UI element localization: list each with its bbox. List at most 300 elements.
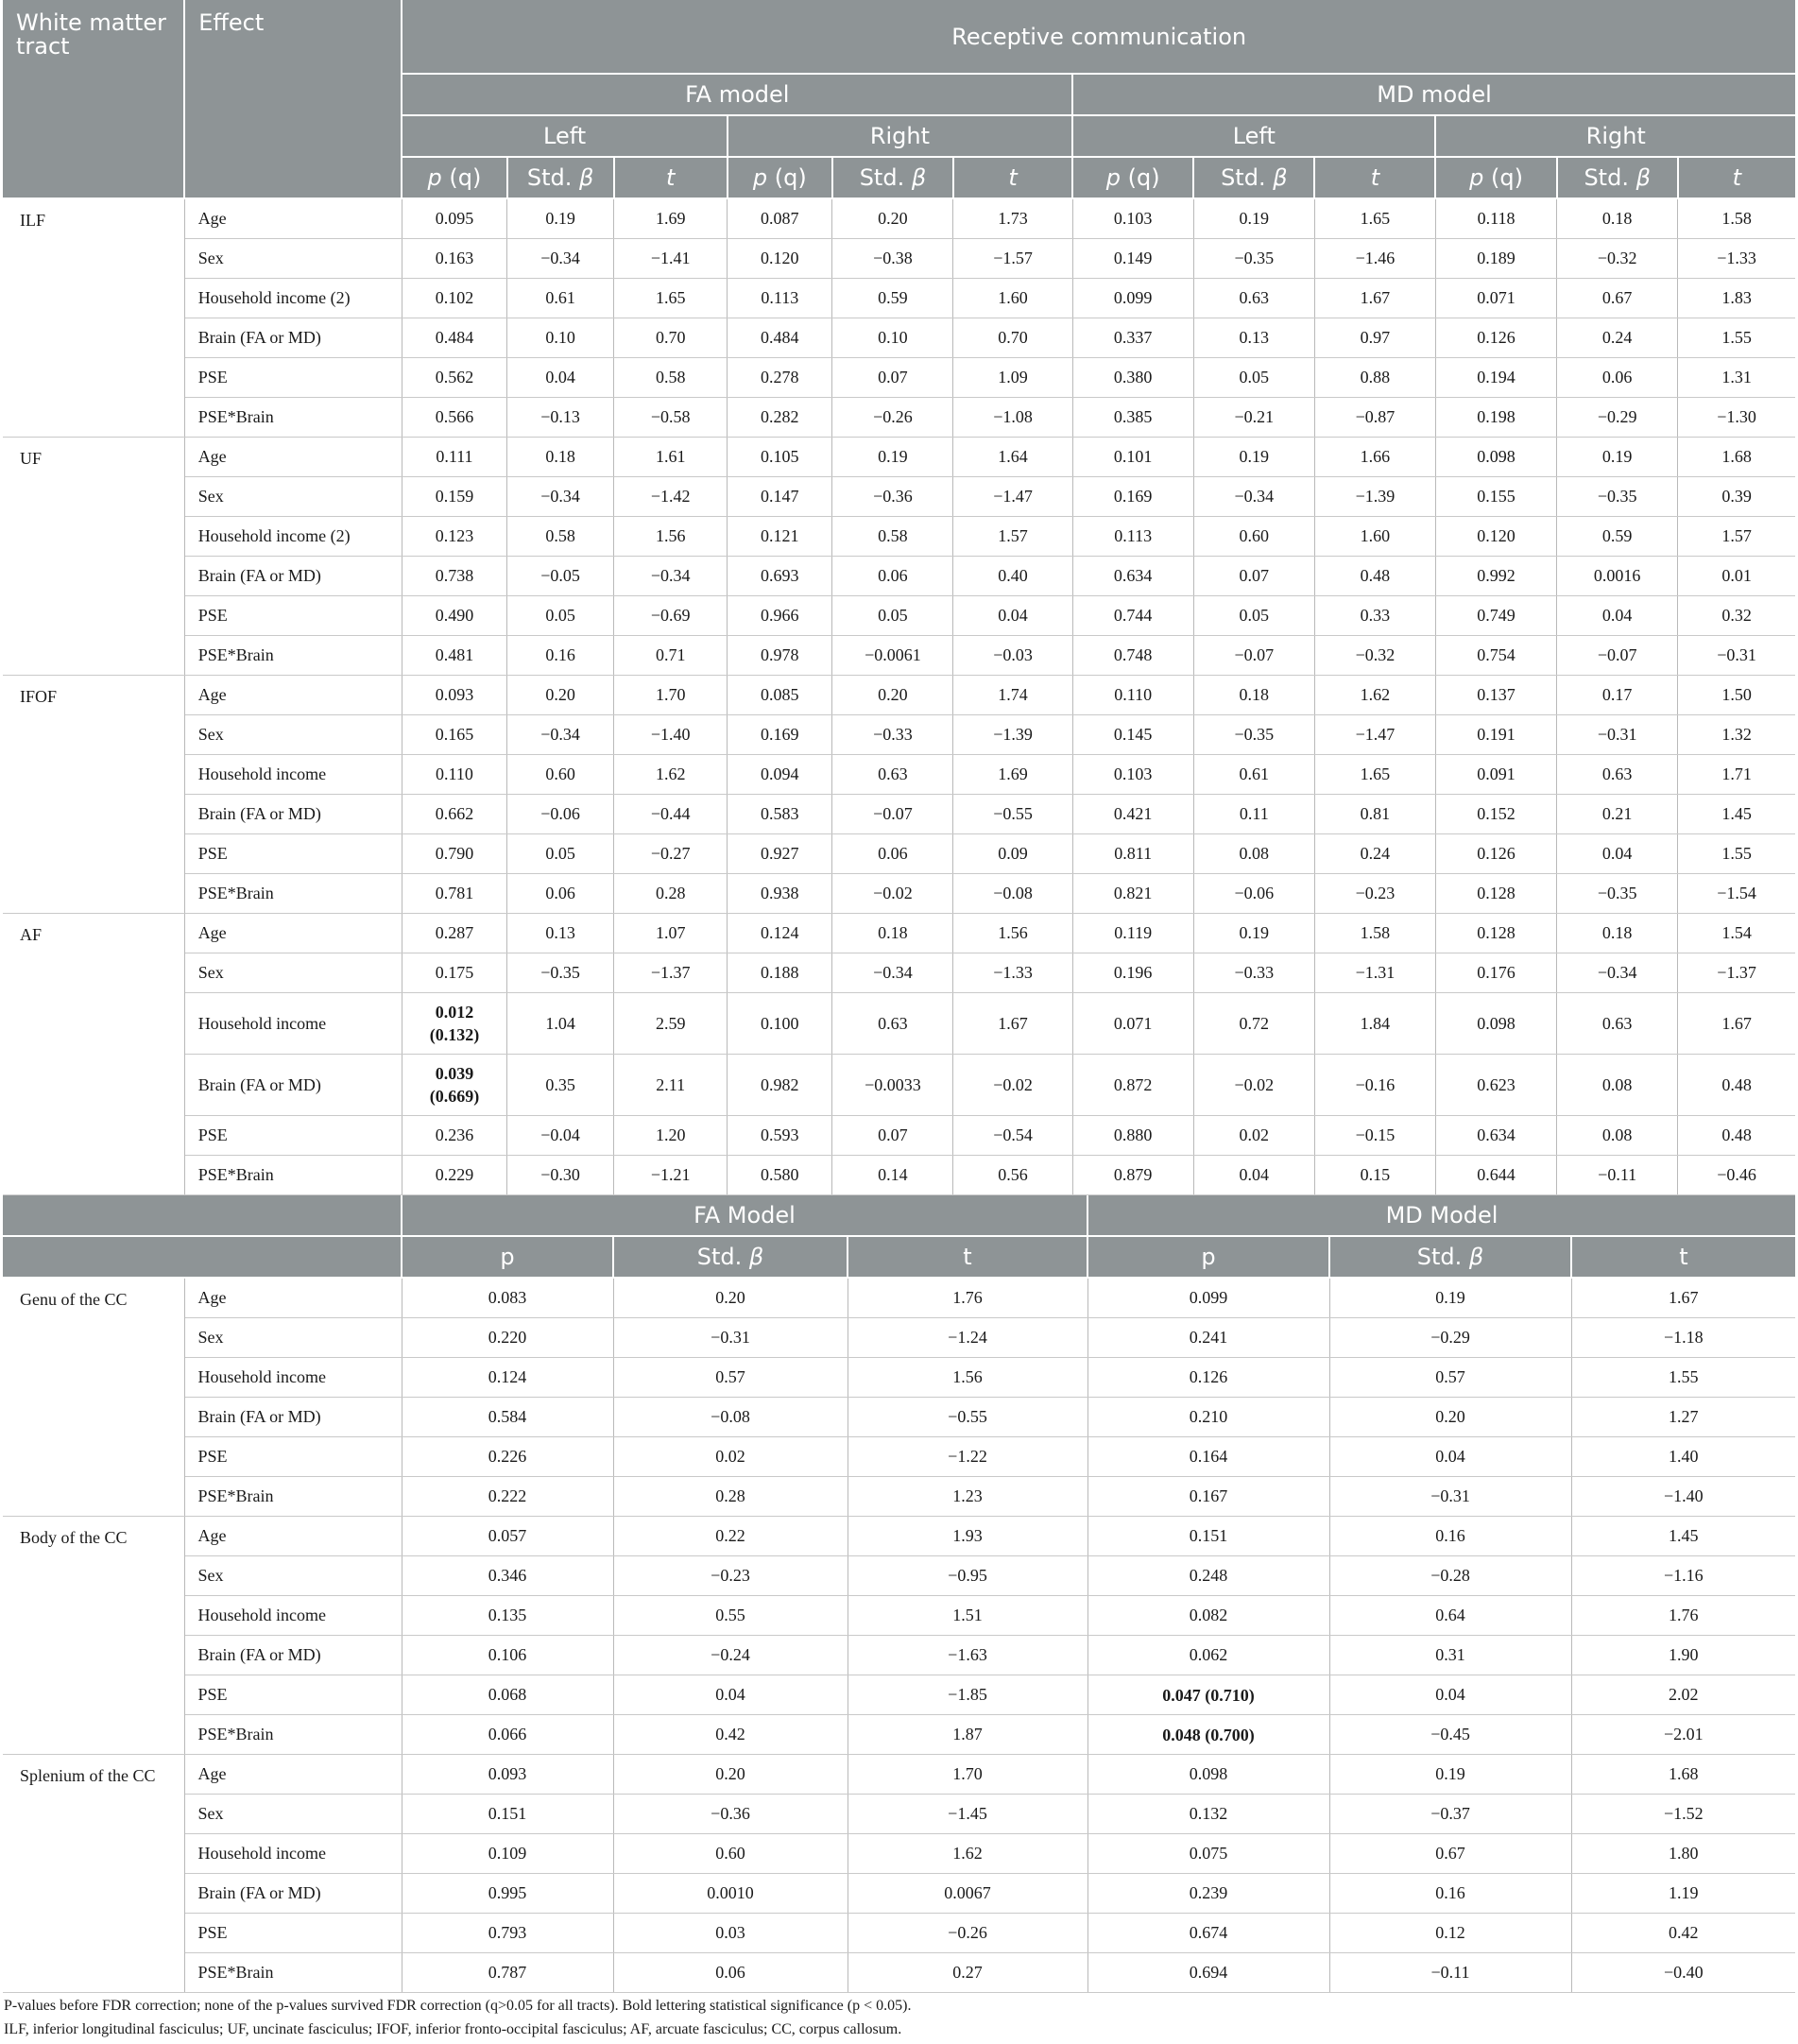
value-cell: 0.31 xyxy=(1329,1636,1571,1675)
table-row xyxy=(3,636,1795,676)
value-cell: 1.76 xyxy=(1571,1596,1795,1636)
table-row xyxy=(3,1953,1795,1993)
value-cell: 1.66 xyxy=(1314,438,1435,477)
value-cell: 0.194 xyxy=(1435,358,1556,398)
header-std-beta xyxy=(1193,157,1314,198)
value-cell: 0.091 xyxy=(1435,755,1556,795)
header-p: p xyxy=(1087,1236,1329,1278)
value-cell: 1.60 xyxy=(953,279,1072,318)
table-row xyxy=(3,1517,1795,1556)
header-t: t xyxy=(1571,1236,1795,1278)
table-row xyxy=(3,834,1795,874)
value-cell: −0.34 xyxy=(614,557,728,596)
value-cell: 0.18 xyxy=(1193,676,1314,715)
value-cell: 1.74 xyxy=(953,676,1072,715)
value-cell: 0.068 xyxy=(402,1675,613,1715)
effect-name: PSE xyxy=(184,1914,402,1953)
value-cell: −1.33 xyxy=(953,953,1072,993)
value-cell: 0.121 xyxy=(728,517,832,557)
value-cell: −1.57 xyxy=(953,239,1072,279)
value-cell: −1.63 xyxy=(848,1636,1087,1675)
value-cell: 1.69 xyxy=(614,198,728,239)
value-cell: −0.55 xyxy=(953,795,1072,834)
value-cell: 0.60 xyxy=(1193,517,1314,557)
value-cell: 0.169 xyxy=(1072,477,1193,517)
value-cell: 1.55 xyxy=(1678,318,1795,358)
tract-name: ILF xyxy=(3,198,184,438)
value-cell: −0.0061 xyxy=(832,636,953,676)
header-std-label: Std. xyxy=(526,164,579,191)
table-row xyxy=(3,993,1795,1055)
header-q-label: (q) xyxy=(1127,164,1160,191)
value-cell: 1.50 xyxy=(1678,676,1795,715)
value-cell: −0.38 xyxy=(832,239,953,279)
value-cell: −0.45 xyxy=(1329,1715,1571,1755)
value-cell: 0.13 xyxy=(1193,318,1314,358)
value-cell: 0.59 xyxy=(1557,517,1678,557)
value-cell: 0.60 xyxy=(507,755,614,795)
value-cell: 0.04 xyxy=(1557,596,1678,636)
value-cell: −0.32 xyxy=(1557,239,1678,279)
value-cell: −0.31 xyxy=(1678,636,1795,676)
value-cell: 0.39 xyxy=(1678,477,1795,517)
table-row xyxy=(3,557,1795,596)
value-cell: 0.09 xyxy=(953,834,1072,874)
header-t-label: t xyxy=(1008,164,1018,191)
value-cell: 0.63 xyxy=(1557,755,1678,795)
header-md-left: Left xyxy=(1072,115,1435,157)
value-cell: 0.754 xyxy=(1435,636,1556,676)
value-cell: 1.73 xyxy=(953,198,1072,239)
value-cell: 0.484 xyxy=(402,318,506,358)
value-cell: 0.05 xyxy=(1193,596,1314,636)
value-cell: 0.07 xyxy=(832,1116,953,1156)
table-row xyxy=(3,874,1795,914)
tract-name: Body of the CC xyxy=(3,1517,184,1755)
value-cell: −2.01 xyxy=(1571,1715,1795,1755)
value-cell: −0.95 xyxy=(848,1556,1087,1596)
header-beta-label: β xyxy=(748,1244,764,1270)
header-q-label: (q) xyxy=(1491,164,1523,191)
value-cell: 0.226 xyxy=(402,1437,613,1477)
value-cell: 0.04 xyxy=(1193,1156,1314,1195)
value-cell: 0.04 xyxy=(507,358,614,398)
effect-name: PSE*Brain xyxy=(184,398,402,438)
value-cell: 0.124 xyxy=(402,1358,613,1398)
value-cell: −1.47 xyxy=(953,477,1072,517)
effect-name: Brain (FA or MD) xyxy=(184,1636,402,1675)
value-cell: 0.995 xyxy=(402,1874,613,1914)
value-cell: 0.287 xyxy=(402,914,506,953)
value-cell: 0.147 xyxy=(728,477,832,517)
value-cell: −1.42 xyxy=(614,477,728,517)
value-cell: 0.19 xyxy=(1193,438,1314,477)
value-cell: 0.05 xyxy=(1193,358,1314,398)
value-cell: 1.70 xyxy=(848,1755,1087,1795)
value-cell: 0.992 xyxy=(1435,557,1556,596)
value-cell: 0.111 xyxy=(402,438,506,477)
table-row xyxy=(3,477,1795,517)
value-cell: −0.31 xyxy=(1557,715,1678,755)
value-cell: 0.103 xyxy=(1072,755,1193,795)
header-beta-label: β xyxy=(1273,164,1288,191)
effect-name: PSE*Brain xyxy=(184,1953,402,1993)
value-cell: 0.19 xyxy=(507,198,614,239)
value-cell: 1.56 xyxy=(848,1358,1087,1398)
value-cell: 0.48 xyxy=(1678,1116,1795,1156)
value-cell: −1.16 xyxy=(1571,1556,1795,1596)
value-cell: −0.40 xyxy=(1571,1953,1795,1993)
value-cell: 0.098 xyxy=(1435,993,1556,1055)
table-row xyxy=(3,1834,1795,1874)
value-cell: 0.33 xyxy=(1314,596,1435,636)
header-fa-model: FA model xyxy=(402,74,1072,115)
value-cell: 0.210 xyxy=(1087,1398,1329,1437)
value-cell: 1.65 xyxy=(614,279,728,318)
table-footnote xyxy=(4,1994,911,2041)
value-cell: −0.27 xyxy=(614,834,728,874)
value-cell: −0.16 xyxy=(1314,1055,1435,1116)
value-cell xyxy=(402,1055,506,1116)
value-cell: −0.02 xyxy=(1193,1055,1314,1116)
value-cell: 0.118 xyxy=(1435,198,1556,239)
value-cell: 0.32 xyxy=(1678,596,1795,636)
header-md-model: MD model xyxy=(1072,74,1795,115)
value-cell: 1.65 xyxy=(1314,755,1435,795)
value-cell: −0.35 xyxy=(507,953,614,993)
value-cell: 0.749 xyxy=(1435,596,1556,636)
value-cell xyxy=(402,993,506,1055)
value-cell: −0.05 xyxy=(507,557,614,596)
value-cell: 2.02 xyxy=(1571,1675,1795,1715)
value-cell: 0.421 xyxy=(1072,795,1193,834)
table-row xyxy=(3,1358,1795,1398)
header-p-label: p xyxy=(1469,164,1484,191)
value-cell: 0.623 xyxy=(1435,1055,1556,1116)
value-cell: 0.07 xyxy=(1193,557,1314,596)
effect-name: Brain (FA or MD) xyxy=(184,1398,402,1437)
header-beta-label: β xyxy=(911,164,927,191)
effect-name: PSE*Brain xyxy=(184,874,402,914)
effect-name: PSE xyxy=(184,1437,402,1477)
value-cell: −1.47 xyxy=(1314,715,1435,755)
value-cell: 0.63 xyxy=(1193,279,1314,318)
value-cell: 0.790 xyxy=(402,834,506,874)
value-cell: 0.087 xyxy=(728,198,832,239)
value-cell: 0.674 xyxy=(1087,1914,1329,1953)
value-cell: 0.169 xyxy=(728,715,832,755)
header-t: t xyxy=(848,1236,1087,1278)
value-cell: −0.23 xyxy=(613,1556,848,1596)
value-cell: 0.72 xyxy=(1193,993,1314,1055)
effect-name: PSE xyxy=(184,1116,402,1156)
table-row xyxy=(3,1116,1795,1156)
table-row xyxy=(3,438,1795,477)
value-cell: 0.222 xyxy=(402,1477,613,1517)
value-cell: 0.18 xyxy=(832,914,953,953)
effect-name: Household income xyxy=(184,755,402,795)
header-t-label: t xyxy=(1732,164,1742,191)
value-cell: −0.34 xyxy=(1193,477,1314,517)
value-cell: −0.08 xyxy=(613,1398,848,1437)
value-cell: 0.10 xyxy=(507,318,614,358)
value-cell: 0.982 xyxy=(728,1055,832,1116)
table-row xyxy=(3,398,1795,438)
value-cell: 0.155 xyxy=(1435,477,1556,517)
value-cell: 0.083 xyxy=(402,1278,613,1318)
value-cell: 0.35 xyxy=(507,1055,614,1116)
value-cell: 0.57 xyxy=(613,1358,848,1398)
value-cell: 1.83 xyxy=(1678,279,1795,318)
value-cell: −0.35 xyxy=(1557,874,1678,914)
value-cell: 0.346 xyxy=(402,1556,613,1596)
value-cell: −1.39 xyxy=(1314,477,1435,517)
value-cell: 0.241 xyxy=(1087,1318,1329,1358)
value-cell: −0.04 xyxy=(507,1116,614,1156)
value-cell: 0.110 xyxy=(402,755,506,795)
table2-header xyxy=(3,1195,1795,1278)
value-cell: 0.0010 xyxy=(613,1874,848,1914)
value-cell: −1.24 xyxy=(848,1318,1087,1358)
value-cell: 1.67 xyxy=(1314,279,1435,318)
value-cell: 0.71 xyxy=(614,636,728,676)
value-cell: 0.128 xyxy=(1435,874,1556,914)
value-cell: 0.191 xyxy=(1435,715,1556,755)
header-md-right: Right xyxy=(1435,115,1795,157)
table-row xyxy=(3,1055,1795,1116)
value-cell: −0.13 xyxy=(507,398,614,438)
value-cell: −0.26 xyxy=(832,398,953,438)
header-fa-right: Right xyxy=(728,115,1072,157)
table-row xyxy=(3,715,1795,755)
value-cell: 1.76 xyxy=(848,1278,1087,1318)
value-cell: 0.176 xyxy=(1435,953,1556,993)
value-cell: 0.167 xyxy=(1087,1477,1329,1517)
table-row xyxy=(3,953,1795,993)
value-cell: 0.20 xyxy=(507,676,614,715)
effect-name: Brain (FA or MD) xyxy=(184,557,402,596)
effect-name: PSE*Brain xyxy=(184,1715,402,1755)
value-cell: 0.580 xyxy=(728,1156,832,1195)
value-cell: −0.34 xyxy=(1557,953,1678,993)
header-std-beta xyxy=(1557,157,1678,198)
value-cell: −1.33 xyxy=(1678,239,1795,279)
footnote-line-1: P-values before FDR correction; none of the p-values survived FDR correction (q>0.05 for all tracts). Bold lettering statistical significance (p < 0.05). xyxy=(4,1998,912,2014)
value-cell: 0.48 xyxy=(1678,1055,1795,1116)
header-md-model-2: MD Model xyxy=(1087,1195,1795,1236)
value-cell: 0.095 xyxy=(402,198,506,239)
value-cell: 0.938 xyxy=(728,874,832,914)
value-cell: 0.81 xyxy=(1314,795,1435,834)
value-cell: 0.60 xyxy=(613,1834,848,1874)
value-cell: 0.093 xyxy=(402,1755,613,1795)
value-cell: 0.220 xyxy=(402,1318,613,1358)
value-cell: 0.63 xyxy=(1557,993,1678,1055)
value-cell: 1.69 xyxy=(953,755,1072,795)
value-cell: −0.24 xyxy=(613,1636,848,1675)
value-cell: 0.06 xyxy=(507,874,614,914)
value-cell: 0.593 xyxy=(728,1116,832,1156)
value-cell: 0.126 xyxy=(1435,318,1556,358)
value-cell: 0.14 xyxy=(832,1156,953,1195)
value-cell: 0.490 xyxy=(402,596,506,636)
value-cell: −1.08 xyxy=(953,398,1072,438)
value-cell: 0.094 xyxy=(728,755,832,795)
value-cell: 1.67 xyxy=(1678,993,1795,1055)
value-cell: 0.63 xyxy=(832,755,953,795)
value-cell: 1.64 xyxy=(953,438,1072,477)
value-cell: 0.566 xyxy=(402,398,506,438)
effect-name: Household income (2) xyxy=(184,517,402,557)
tract-name: AF xyxy=(3,914,184,1195)
value-cell: 0.748 xyxy=(1072,636,1193,676)
value-cell: 0.04 xyxy=(613,1675,848,1715)
header-fa-model-2: FA Model xyxy=(402,1195,1087,1236)
value-cell: −0.34 xyxy=(507,239,614,279)
value-cell: 1.31 xyxy=(1678,358,1795,398)
value-cell: 0.03 xyxy=(613,1914,848,1953)
value-cell: 0.02 xyxy=(613,1437,848,1477)
value-cell: 0.248 xyxy=(1087,1556,1329,1596)
value-cell: 0.19 xyxy=(832,438,953,477)
value-cell: 0.978 xyxy=(728,636,832,676)
value-cell: 1.68 xyxy=(1678,438,1795,477)
header-std-label: Std. xyxy=(1416,1244,1469,1270)
value-cell: 0.109 xyxy=(402,1834,613,1874)
value-cell: 0.872 xyxy=(1072,1055,1193,1116)
value-cell: 0.18 xyxy=(1557,198,1678,239)
table-row xyxy=(3,1278,1795,1318)
value-cell: 1.09 xyxy=(953,358,1072,398)
value-cell: −0.32 xyxy=(1314,636,1435,676)
value-cell: 1.45 xyxy=(1678,795,1795,834)
table-row xyxy=(3,1675,1795,1715)
value-cell: 0.48 xyxy=(1314,557,1435,596)
effect-name: Sex xyxy=(184,1556,402,1596)
value-cell: −0.87 xyxy=(1314,398,1435,438)
value-cell: −1.37 xyxy=(614,953,728,993)
value-cell: 0.787 xyxy=(402,1953,613,1993)
value-cell: 0.099 xyxy=(1072,279,1193,318)
value-cell: 0.164 xyxy=(1087,1437,1329,1477)
value-cell: 0.08 xyxy=(1557,1055,1678,1116)
value-cell: 0.071 xyxy=(1435,279,1556,318)
value-cell: −0.06 xyxy=(1193,874,1314,914)
value-cell: 1.65 xyxy=(1314,198,1435,239)
value-cell: −1.37 xyxy=(1678,953,1795,993)
table-row xyxy=(3,1437,1795,1477)
value-cell: −0.44 xyxy=(614,795,728,834)
effect-name: Sex xyxy=(184,477,402,517)
table-row xyxy=(3,914,1795,953)
value-cell: −0.26 xyxy=(848,1914,1087,1953)
table-row xyxy=(3,1715,1795,1755)
value-cell: −0.06 xyxy=(507,795,614,834)
tract-name: UF xyxy=(3,438,184,676)
value-cell: −0.02 xyxy=(953,1055,1072,1116)
value-cell: 0.19 xyxy=(1329,1278,1571,1318)
effect-name: Brain (FA or MD) xyxy=(184,795,402,834)
value-cell: 0.047 (0.710) xyxy=(1087,1675,1329,1715)
value-cell: −0.30 xyxy=(507,1156,614,1195)
header-p-q xyxy=(1435,157,1556,198)
header-fa-left: Left xyxy=(402,115,727,157)
value-cell: −0.08 xyxy=(953,874,1072,914)
effect-name: Brain (FA or MD) xyxy=(184,318,402,358)
value-cell: 0.42 xyxy=(613,1715,848,1755)
value-cell: 1.62 xyxy=(614,755,728,795)
table-corpus-callosum xyxy=(3,1195,1795,1993)
value-cell: 0.97 xyxy=(1314,318,1435,358)
value-cell: 0.19 xyxy=(1329,1755,1571,1795)
value-cell: 1.54 xyxy=(1678,914,1795,953)
effect-name: Age xyxy=(184,1517,402,1556)
header-p-q xyxy=(728,157,832,198)
value-cell: −0.07 xyxy=(1193,636,1314,676)
value-cell: 1.04 xyxy=(507,993,614,1055)
value-cell: 0.634 xyxy=(1435,1116,1556,1156)
value-cell: 0.106 xyxy=(402,1636,613,1675)
value-cell: 0.57 xyxy=(1329,1358,1571,1398)
value-cell: 1.19 xyxy=(1571,1874,1795,1914)
value-cell: 0.151 xyxy=(402,1795,613,1834)
value-cell: −0.0033 xyxy=(832,1055,953,1116)
value-cell: 0.20 xyxy=(613,1278,848,1318)
table-row xyxy=(3,279,1795,318)
value-cell: 2.11 xyxy=(614,1055,728,1116)
effect-name: Sex xyxy=(184,715,402,755)
value-cell: 0.145 xyxy=(1072,715,1193,755)
value-cell: 1.07 xyxy=(614,914,728,953)
header-p-q xyxy=(402,157,506,198)
value-cell: −1.18 xyxy=(1571,1318,1795,1358)
table2-body xyxy=(3,1278,1795,1993)
value-cell: 0.057 xyxy=(402,1517,613,1556)
value-cell: −1.21 xyxy=(614,1156,728,1195)
value-cell: 0.16 xyxy=(507,636,614,676)
effect-name: Sex xyxy=(184,239,402,279)
value-cell: 1.57 xyxy=(953,517,1072,557)
value-cell: 0.152 xyxy=(1435,795,1556,834)
value-cell: −0.34 xyxy=(507,477,614,517)
value-cell: 0.59 xyxy=(832,279,953,318)
value-cell: 0.61 xyxy=(1193,755,1314,795)
header-p: p xyxy=(402,1236,613,1278)
effect-name: Age xyxy=(184,1755,402,1795)
value-cell: 0.082 xyxy=(1087,1596,1329,1636)
value-cell: 1.58 xyxy=(1314,914,1435,953)
table-row xyxy=(3,1755,1795,1795)
value-cell: 0.880 xyxy=(1072,1116,1193,1156)
value-cell: 0.0067 xyxy=(848,1874,1087,1914)
value-cell: −0.15 xyxy=(1314,1116,1435,1156)
effect-name: Age xyxy=(184,676,402,715)
value-cell: 0.151 xyxy=(1087,1517,1329,1556)
value-cell: 1.62 xyxy=(848,1834,1087,1874)
value-cell: 0.159 xyxy=(402,477,506,517)
value-cell: −0.11 xyxy=(1557,1156,1678,1195)
value-cell: 0.10 xyxy=(832,318,953,358)
footnote-line-2: ILF, inferior longitudinal fasciculus; UF, uncinate fasciculus; IFOF, inferior fronto-occipital fasciculus; AF, arcuate fasciculus; CC, corpus callosum. xyxy=(4,2021,902,2037)
value-cell: 0.099 xyxy=(1087,1278,1329,1318)
value-cell: 0.16 xyxy=(1329,1874,1571,1914)
effect-name: Sex xyxy=(184,1795,402,1834)
value-cell: 0.67 xyxy=(1557,279,1678,318)
header-beta-label: β xyxy=(1635,164,1651,191)
value-cell: 0.05 xyxy=(832,596,953,636)
value-cell: 1.80 xyxy=(1571,1834,1795,1874)
value-cell: 0.42 xyxy=(1571,1914,1795,1953)
